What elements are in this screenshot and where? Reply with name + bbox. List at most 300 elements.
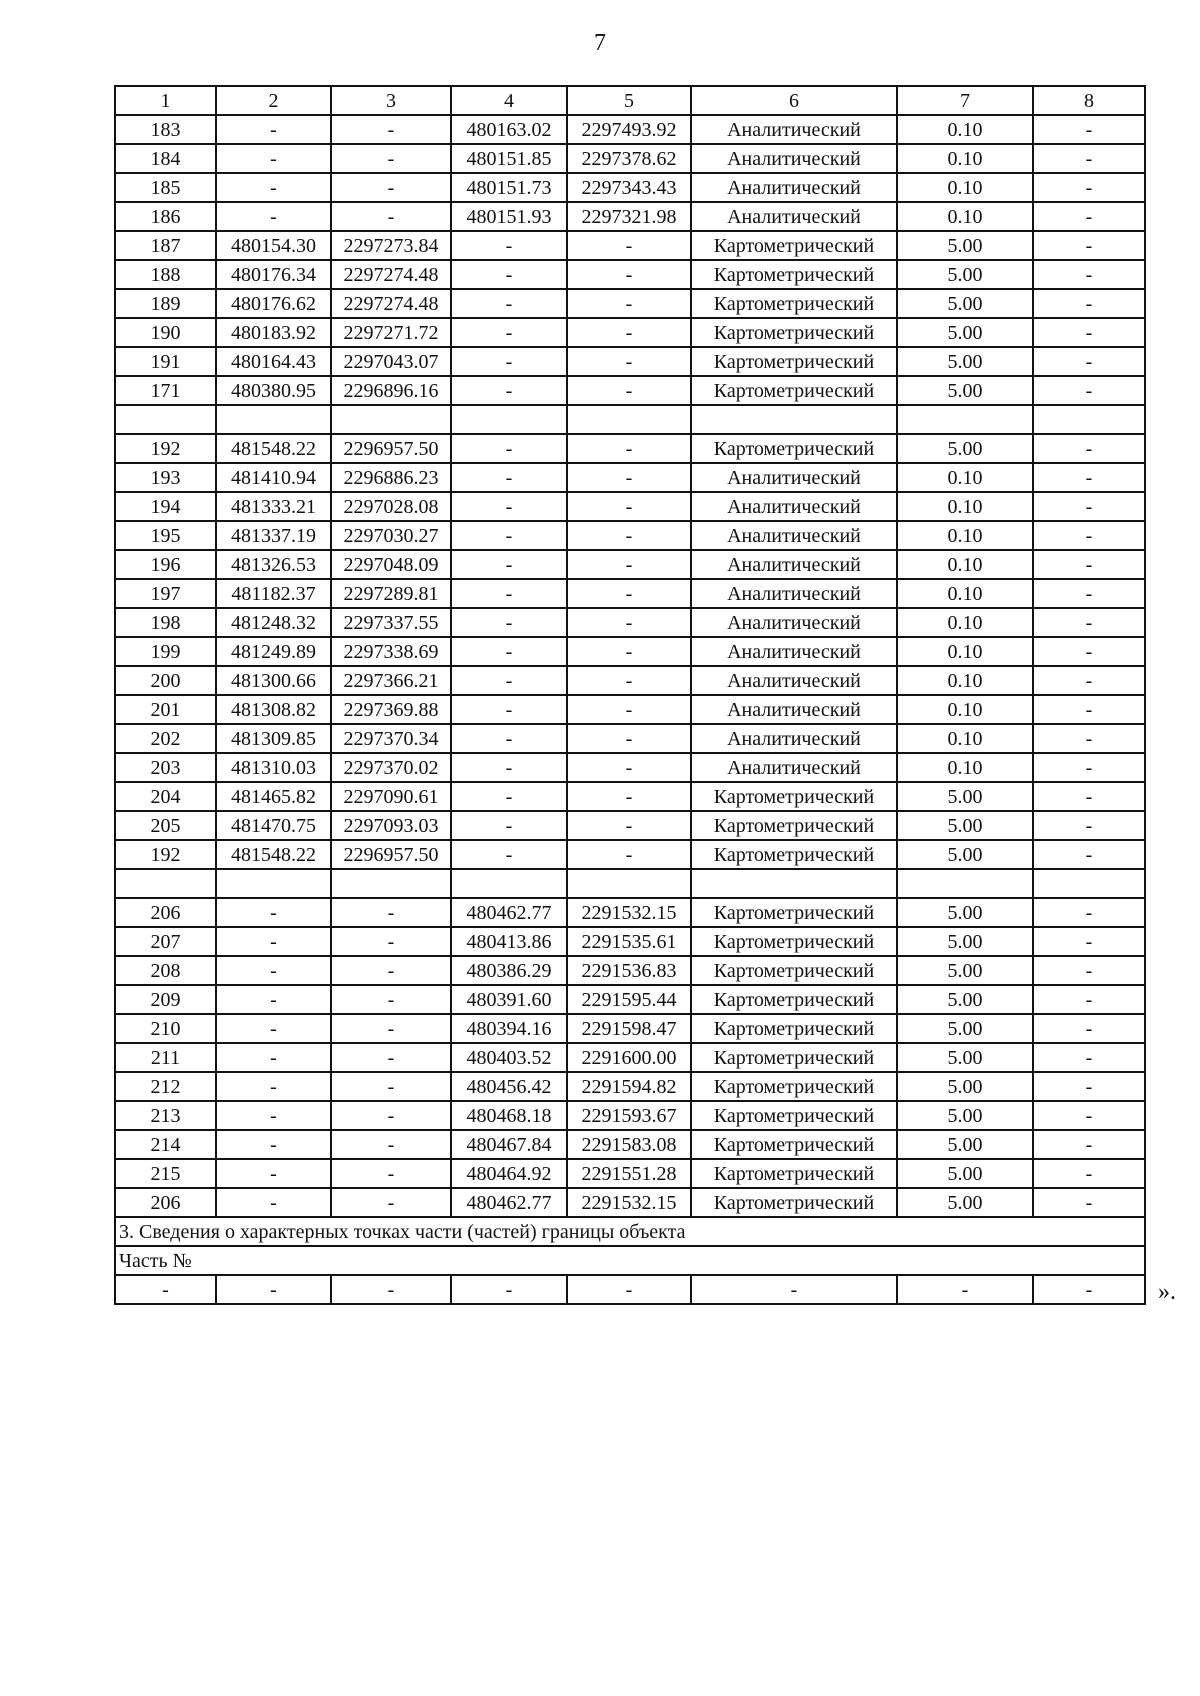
table-cell: 2297289.81 bbox=[331, 579, 451, 608]
table-cell: - bbox=[567, 724, 691, 753]
table-cell: 5.00 bbox=[897, 1014, 1033, 1043]
table-cell: 481300.66 bbox=[216, 666, 331, 695]
table-cell: - bbox=[331, 144, 451, 173]
table-cell bbox=[216, 405, 331, 434]
table-cell: - bbox=[567, 376, 691, 405]
table-cell: 2291551.28 bbox=[567, 1159, 691, 1188]
table-cell: - bbox=[451, 724, 567, 753]
table-cell: 196 bbox=[115, 550, 216, 579]
table-row bbox=[115, 202, 1145, 231]
table-cell: - bbox=[451, 463, 567, 492]
table-cell: - bbox=[331, 927, 451, 956]
table-cell: - bbox=[451, 695, 567, 724]
table-cell: Аналитический bbox=[691, 115, 897, 144]
table-cell bbox=[567, 869, 691, 898]
table-cell: 480468.18 bbox=[451, 1101, 567, 1130]
table-cell: - bbox=[451, 376, 567, 405]
table-cell: 206 bbox=[115, 898, 216, 927]
table-cell: - bbox=[691, 1275, 897, 1304]
table-cell: 2297030.27 bbox=[331, 521, 451, 550]
table-cell: - bbox=[1033, 1101, 1145, 1130]
table-row bbox=[115, 1072, 1145, 1101]
table-cell: 2297321.98 bbox=[567, 202, 691, 231]
table-cell: 0.10 bbox=[897, 173, 1033, 202]
table-cell: 480176.34 bbox=[216, 260, 331, 289]
table-cell: 5.00 bbox=[897, 927, 1033, 956]
table-cell: 189 bbox=[115, 289, 216, 318]
table-cell: 480386.29 bbox=[451, 956, 567, 985]
table-cell: 198 bbox=[115, 608, 216, 637]
table-row bbox=[115, 289, 1145, 318]
table-cell: - bbox=[567, 579, 691, 608]
table-cell: 480151.73 bbox=[451, 173, 567, 202]
table-cell: - bbox=[216, 115, 331, 144]
table-cell: - bbox=[1033, 1072, 1145, 1101]
table-cell: - bbox=[451, 579, 567, 608]
table-cell: 214 bbox=[115, 1130, 216, 1159]
table-cell: - bbox=[216, 173, 331, 202]
table-cell: 192 bbox=[115, 434, 216, 463]
table-cell: 171 bbox=[115, 376, 216, 405]
table-cell: - bbox=[1033, 637, 1145, 666]
table-cell: 480391.60 bbox=[451, 985, 567, 1014]
table-row bbox=[115, 753, 1145, 782]
table-cell: 207 bbox=[115, 927, 216, 956]
table-cell: - bbox=[1033, 318, 1145, 347]
table-cell: - bbox=[216, 1159, 331, 1188]
table-row bbox=[115, 173, 1145, 202]
table-cell: - bbox=[331, 115, 451, 144]
table-cell bbox=[451, 869, 567, 898]
table-cell bbox=[691, 869, 897, 898]
table-cell: - bbox=[567, 637, 691, 666]
table-cell: 5.00 bbox=[897, 347, 1033, 376]
table-cell: - bbox=[216, 956, 331, 985]
table-cell: 0.10 bbox=[897, 724, 1033, 753]
table-cell: - bbox=[1033, 550, 1145, 579]
table-cell: - bbox=[331, 1014, 451, 1043]
table-cell: 481548.22 bbox=[216, 840, 331, 869]
table-cell: - bbox=[567, 608, 691, 637]
table-row bbox=[115, 1101, 1145, 1130]
table-cell: - bbox=[331, 898, 451, 927]
table-cell bbox=[451, 405, 567, 434]
table-row bbox=[115, 1275, 1145, 1304]
header-row bbox=[115, 86, 1145, 115]
table-cell: - bbox=[216, 985, 331, 1014]
page-number: 7 bbox=[594, 30, 606, 56]
table-cell: - bbox=[1033, 666, 1145, 695]
table-cell: 5.00 bbox=[897, 840, 1033, 869]
table-cell: - bbox=[1033, 347, 1145, 376]
table-cell: 481182.37 bbox=[216, 579, 331, 608]
table-row bbox=[115, 376, 1145, 405]
table-cell: - bbox=[567, 434, 691, 463]
table-cell: 480462.77 bbox=[451, 1188, 567, 1217]
table-cell: 193 bbox=[115, 463, 216, 492]
table-row bbox=[115, 1130, 1145, 1159]
table-body bbox=[115, 86, 1145, 1304]
table-cell: Картометрический bbox=[691, 1014, 897, 1043]
table-cell: - bbox=[567, 318, 691, 347]
table-cell: 2297366.21 bbox=[331, 666, 451, 695]
table-cell: Картометрический bbox=[691, 840, 897, 869]
table-cell: Картометрический bbox=[691, 956, 897, 985]
table-cell: 480154.30 bbox=[216, 231, 331, 260]
table-cell: - bbox=[451, 637, 567, 666]
table-cell: - bbox=[451, 666, 567, 695]
part-label-row bbox=[115, 1246, 1145, 1275]
table-cell: 481326.53 bbox=[216, 550, 331, 579]
table-cell: - bbox=[331, 1072, 451, 1101]
table-cell: - bbox=[567, 840, 691, 869]
table-row bbox=[115, 115, 1145, 144]
table-cell: 183 bbox=[115, 115, 216, 144]
table-cell: 481310.03 bbox=[216, 753, 331, 782]
table-row bbox=[115, 231, 1145, 260]
table-row bbox=[115, 608, 1145, 637]
table-cell: - bbox=[1033, 376, 1145, 405]
table-cell: - bbox=[451, 608, 567, 637]
table-cell: 2291600.00 bbox=[567, 1043, 691, 1072]
table-cell: 5.00 bbox=[897, 1159, 1033, 1188]
table-cell: 481248.32 bbox=[216, 608, 331, 637]
table-cell: - bbox=[567, 231, 691, 260]
table-cell: - bbox=[1033, 521, 1145, 550]
table-cell: Картометрический bbox=[691, 231, 897, 260]
table-cell: - bbox=[1033, 231, 1145, 260]
table-cell: 5.00 bbox=[897, 1188, 1033, 1217]
table-cell: 2297370.02 bbox=[331, 753, 451, 782]
table-cell: Картометрический bbox=[691, 811, 897, 840]
table-cell: Аналитический bbox=[691, 173, 897, 202]
table-cell: 481465.82 bbox=[216, 782, 331, 811]
table-cell: Картометрический bbox=[691, 376, 897, 405]
table-cell: Аналитический bbox=[691, 666, 897, 695]
table-row bbox=[115, 492, 1145, 521]
table-cell: - bbox=[216, 898, 331, 927]
table-cell: - bbox=[567, 347, 691, 376]
table-cell: - bbox=[567, 695, 691, 724]
table-cell bbox=[115, 869, 216, 898]
table-cell: - bbox=[451, 434, 567, 463]
table-cell: - bbox=[1033, 608, 1145, 637]
table-row bbox=[115, 318, 1145, 347]
table-cell: - bbox=[331, 1043, 451, 1072]
table-cell: 212 bbox=[115, 1072, 216, 1101]
table-cell: 206 bbox=[115, 1188, 216, 1217]
table-cell: Аналитический bbox=[691, 695, 897, 724]
table-cell: - bbox=[1033, 753, 1145, 782]
table-cell bbox=[1033, 405, 1145, 434]
table-cell: 5.00 bbox=[897, 1043, 1033, 1072]
table-cell: - bbox=[216, 144, 331, 173]
table-cell: - bbox=[331, 1101, 451, 1130]
table-cell: - bbox=[331, 985, 451, 1014]
header-cell: 5 bbox=[567, 86, 691, 115]
table-cell: 2297043.07 bbox=[331, 347, 451, 376]
table-cell: 192 bbox=[115, 840, 216, 869]
table-cell: 215 bbox=[115, 1159, 216, 1188]
table-cell: 2291535.61 bbox=[567, 927, 691, 956]
header-cell: 6 bbox=[691, 86, 897, 115]
table-cell: 213 bbox=[115, 1101, 216, 1130]
table-cell: 2297048.09 bbox=[331, 550, 451, 579]
table-cell: 0.10 bbox=[897, 115, 1033, 144]
table-cell: - bbox=[567, 666, 691, 695]
table-cell: Картометрический bbox=[691, 347, 897, 376]
table-cell: - bbox=[897, 1275, 1033, 1304]
table-cell: 2291532.15 bbox=[567, 1188, 691, 1217]
table-row bbox=[115, 985, 1145, 1014]
table-cell: Аналитический bbox=[691, 492, 897, 521]
header-cell: 2 bbox=[216, 86, 331, 115]
table-cell: - bbox=[331, 173, 451, 202]
header-cell: 7 bbox=[897, 86, 1033, 115]
table-cell: Картометрический bbox=[691, 1101, 897, 1130]
table-cell: 2297493.92 bbox=[567, 115, 691, 144]
table-cell: Картометрический bbox=[691, 985, 897, 1014]
table-cell: - bbox=[216, 1130, 331, 1159]
table-cell: 480467.84 bbox=[451, 1130, 567, 1159]
table-cell: - bbox=[216, 1101, 331, 1130]
table-cell: 2296957.50 bbox=[331, 434, 451, 463]
blank-separator-row bbox=[115, 869, 1145, 898]
table-cell: - bbox=[1033, 811, 1145, 840]
table-cell bbox=[691, 405, 897, 434]
table-cell: Картометрический bbox=[691, 1072, 897, 1101]
table-cell: 2297093.03 bbox=[331, 811, 451, 840]
table-cell: - bbox=[1033, 927, 1145, 956]
table-row bbox=[115, 550, 1145, 579]
table-row bbox=[115, 956, 1145, 985]
table-cell bbox=[1033, 869, 1145, 898]
table-cell: - bbox=[216, 1072, 331, 1101]
table-cell: - bbox=[1033, 115, 1145, 144]
table-cell: Аналитический bbox=[691, 550, 897, 579]
table-cell: 0.10 bbox=[897, 521, 1033, 550]
table-cell: - bbox=[567, 753, 691, 782]
table-cell: 2291536.83 bbox=[567, 956, 691, 985]
table-row bbox=[115, 724, 1145, 753]
table-cell: 2297378.62 bbox=[567, 144, 691, 173]
table-cell: 5.00 bbox=[897, 434, 1033, 463]
table-cell bbox=[567, 405, 691, 434]
table-cell: - bbox=[567, 521, 691, 550]
table-row bbox=[115, 927, 1145, 956]
table-cell: 0.10 bbox=[897, 579, 1033, 608]
table-row bbox=[115, 260, 1145, 289]
table-cell: Картометрический bbox=[691, 318, 897, 347]
table-cell: Аналитический bbox=[691, 202, 897, 231]
table-cell: - bbox=[451, 318, 567, 347]
table-cell: 0.10 bbox=[897, 608, 1033, 637]
table-cell: - bbox=[1033, 144, 1145, 173]
table-cell: - bbox=[1033, 782, 1145, 811]
table-cell: 0.10 bbox=[897, 753, 1033, 782]
table-cell: 2297370.34 bbox=[331, 724, 451, 753]
table-cell: 480462.77 bbox=[451, 898, 567, 927]
table-cell: - bbox=[216, 927, 331, 956]
table-cell: 480380.95 bbox=[216, 376, 331, 405]
table-cell: - bbox=[216, 1275, 331, 1304]
table-cell: - bbox=[1033, 492, 1145, 521]
table-cell bbox=[331, 869, 451, 898]
table-cell: Аналитический bbox=[691, 637, 897, 666]
table-cell: - bbox=[216, 1188, 331, 1217]
table-cell: - bbox=[1033, 260, 1145, 289]
section-title-row bbox=[115, 1217, 1145, 1246]
table-row bbox=[115, 1014, 1145, 1043]
table-cell: - bbox=[1033, 1188, 1145, 1217]
table-row bbox=[115, 898, 1145, 927]
table-cell: 197 bbox=[115, 579, 216, 608]
table-cell: - bbox=[331, 202, 451, 231]
table-cell: - bbox=[451, 231, 567, 260]
table-row bbox=[115, 840, 1145, 869]
table-cell: - bbox=[331, 1159, 451, 1188]
table-cell: 480394.16 bbox=[451, 1014, 567, 1043]
table-cell: 480164.43 bbox=[216, 347, 331, 376]
table-cell: - bbox=[1033, 898, 1145, 927]
table-cell: Аналитический bbox=[691, 144, 897, 173]
table-cell: 5.00 bbox=[897, 1072, 1033, 1101]
table-cell: 5.00 bbox=[897, 376, 1033, 405]
table-cell: 191 bbox=[115, 347, 216, 376]
table-cell: 0.10 bbox=[897, 202, 1033, 231]
table-cell: 2297273.84 bbox=[331, 231, 451, 260]
header-cell: 1 bbox=[115, 86, 216, 115]
table-cell: - bbox=[1033, 840, 1145, 869]
coordinates-table bbox=[114, 85, 1146, 1305]
table-cell: - bbox=[1033, 1130, 1145, 1159]
table-cell: - bbox=[451, 1275, 567, 1304]
table-row bbox=[115, 347, 1145, 376]
table-cell: 184 bbox=[115, 144, 216, 173]
table-cell: 2296896.16 bbox=[331, 376, 451, 405]
table-cell: 211 bbox=[115, 1043, 216, 1072]
table-row bbox=[115, 666, 1145, 695]
table-cell: - bbox=[451, 782, 567, 811]
table-cell: 480183.92 bbox=[216, 318, 331, 347]
table-cell: 5.00 bbox=[897, 318, 1033, 347]
table-cell: 210 bbox=[115, 1014, 216, 1043]
closing-quote: ». bbox=[1158, 1279, 1176, 1305]
table-cell: 2296886.23 bbox=[331, 463, 451, 492]
table-cell: 480413.86 bbox=[451, 927, 567, 956]
table-row bbox=[115, 1188, 1145, 1217]
table-cell: 0.10 bbox=[897, 666, 1033, 695]
table-cell: 187 bbox=[115, 231, 216, 260]
table-cell: - bbox=[567, 550, 691, 579]
table-cell: 2297343.43 bbox=[567, 173, 691, 202]
table-cell: 481308.82 bbox=[216, 695, 331, 724]
table-cell: Аналитический bbox=[691, 579, 897, 608]
table-cell: - bbox=[567, 782, 691, 811]
table-row bbox=[115, 637, 1145, 666]
table-cell: 2297338.69 bbox=[331, 637, 451, 666]
table-cell: Аналитический bbox=[691, 753, 897, 782]
table-cell: - bbox=[216, 1043, 331, 1072]
table-cell: 2291598.47 bbox=[567, 1014, 691, 1043]
table-cell: - bbox=[331, 1130, 451, 1159]
table-cell: - bbox=[567, 260, 691, 289]
table-cell: 208 bbox=[115, 956, 216, 985]
part-label: Часть № bbox=[115, 1246, 1145, 1275]
table-cell: - bbox=[331, 1188, 451, 1217]
table-cell: - bbox=[331, 956, 451, 985]
table-cell: Аналитический bbox=[691, 463, 897, 492]
table-cell: - bbox=[1033, 1014, 1145, 1043]
table-cell: - bbox=[567, 492, 691, 521]
table-cell: 199 bbox=[115, 637, 216, 666]
section-title: 3. Сведения о характерных точках части (частей) границы объекта bbox=[115, 1217, 1145, 1246]
table-row bbox=[115, 144, 1145, 173]
table-cell: 2291595.44 bbox=[567, 985, 691, 1014]
table-cell: - bbox=[1033, 695, 1145, 724]
table-cell: Картометрический bbox=[691, 1130, 897, 1159]
table-cell: 5.00 bbox=[897, 1130, 1033, 1159]
table-cell: - bbox=[567, 289, 691, 318]
table-cell: 0.10 bbox=[897, 144, 1033, 173]
table-cell: 195 bbox=[115, 521, 216, 550]
table-cell: 5.00 bbox=[897, 260, 1033, 289]
table-cell: - bbox=[1033, 956, 1145, 985]
table-cell: 0.10 bbox=[897, 550, 1033, 579]
header-cell: 8 bbox=[1033, 86, 1145, 115]
table-cell: - bbox=[451, 260, 567, 289]
table-cell: 209 bbox=[115, 985, 216, 1014]
table-cell: Аналитический bbox=[691, 724, 897, 753]
table-cell: Картометрический bbox=[691, 1043, 897, 1072]
table-cell: - bbox=[1033, 202, 1145, 231]
table-cell: 5.00 bbox=[897, 811, 1033, 840]
table-cell: - bbox=[1033, 434, 1145, 463]
table-cell: 481249.89 bbox=[216, 637, 331, 666]
table-cell: - bbox=[451, 840, 567, 869]
table-cell: 5.00 bbox=[897, 956, 1033, 985]
table-cell: 0.10 bbox=[897, 695, 1033, 724]
table-cell: 481333.21 bbox=[216, 492, 331, 521]
header-cell: 3 bbox=[331, 86, 451, 115]
table-cell: - bbox=[451, 289, 567, 318]
table-cell: Картометрический bbox=[691, 289, 897, 318]
table-cell: - bbox=[567, 811, 691, 840]
table-cell: - bbox=[331, 1275, 451, 1304]
table-cell: Картометрический bbox=[691, 1159, 897, 1188]
table-cell: Картометрический bbox=[691, 434, 897, 463]
table-cell: - bbox=[567, 1275, 691, 1304]
table-cell: 190 bbox=[115, 318, 216, 347]
table-cell: - bbox=[115, 1275, 216, 1304]
table-cell: - bbox=[1033, 289, 1145, 318]
table-row bbox=[115, 1043, 1145, 1072]
table-row bbox=[115, 463, 1145, 492]
table-cell: 194 bbox=[115, 492, 216, 521]
table-cell bbox=[216, 869, 331, 898]
table-cell: - bbox=[216, 1014, 331, 1043]
table-cell: 481410.94 bbox=[216, 463, 331, 492]
table-cell: 5.00 bbox=[897, 231, 1033, 260]
table-cell: 2297369.88 bbox=[331, 695, 451, 724]
table-cell: 2297274.48 bbox=[331, 289, 451, 318]
table-cell: - bbox=[567, 463, 691, 492]
table-cell: - bbox=[451, 521, 567, 550]
table-cell: 188 bbox=[115, 260, 216, 289]
table-cell: - bbox=[451, 753, 567, 782]
table-cell: - bbox=[451, 811, 567, 840]
table-cell: Аналитический bbox=[691, 521, 897, 550]
